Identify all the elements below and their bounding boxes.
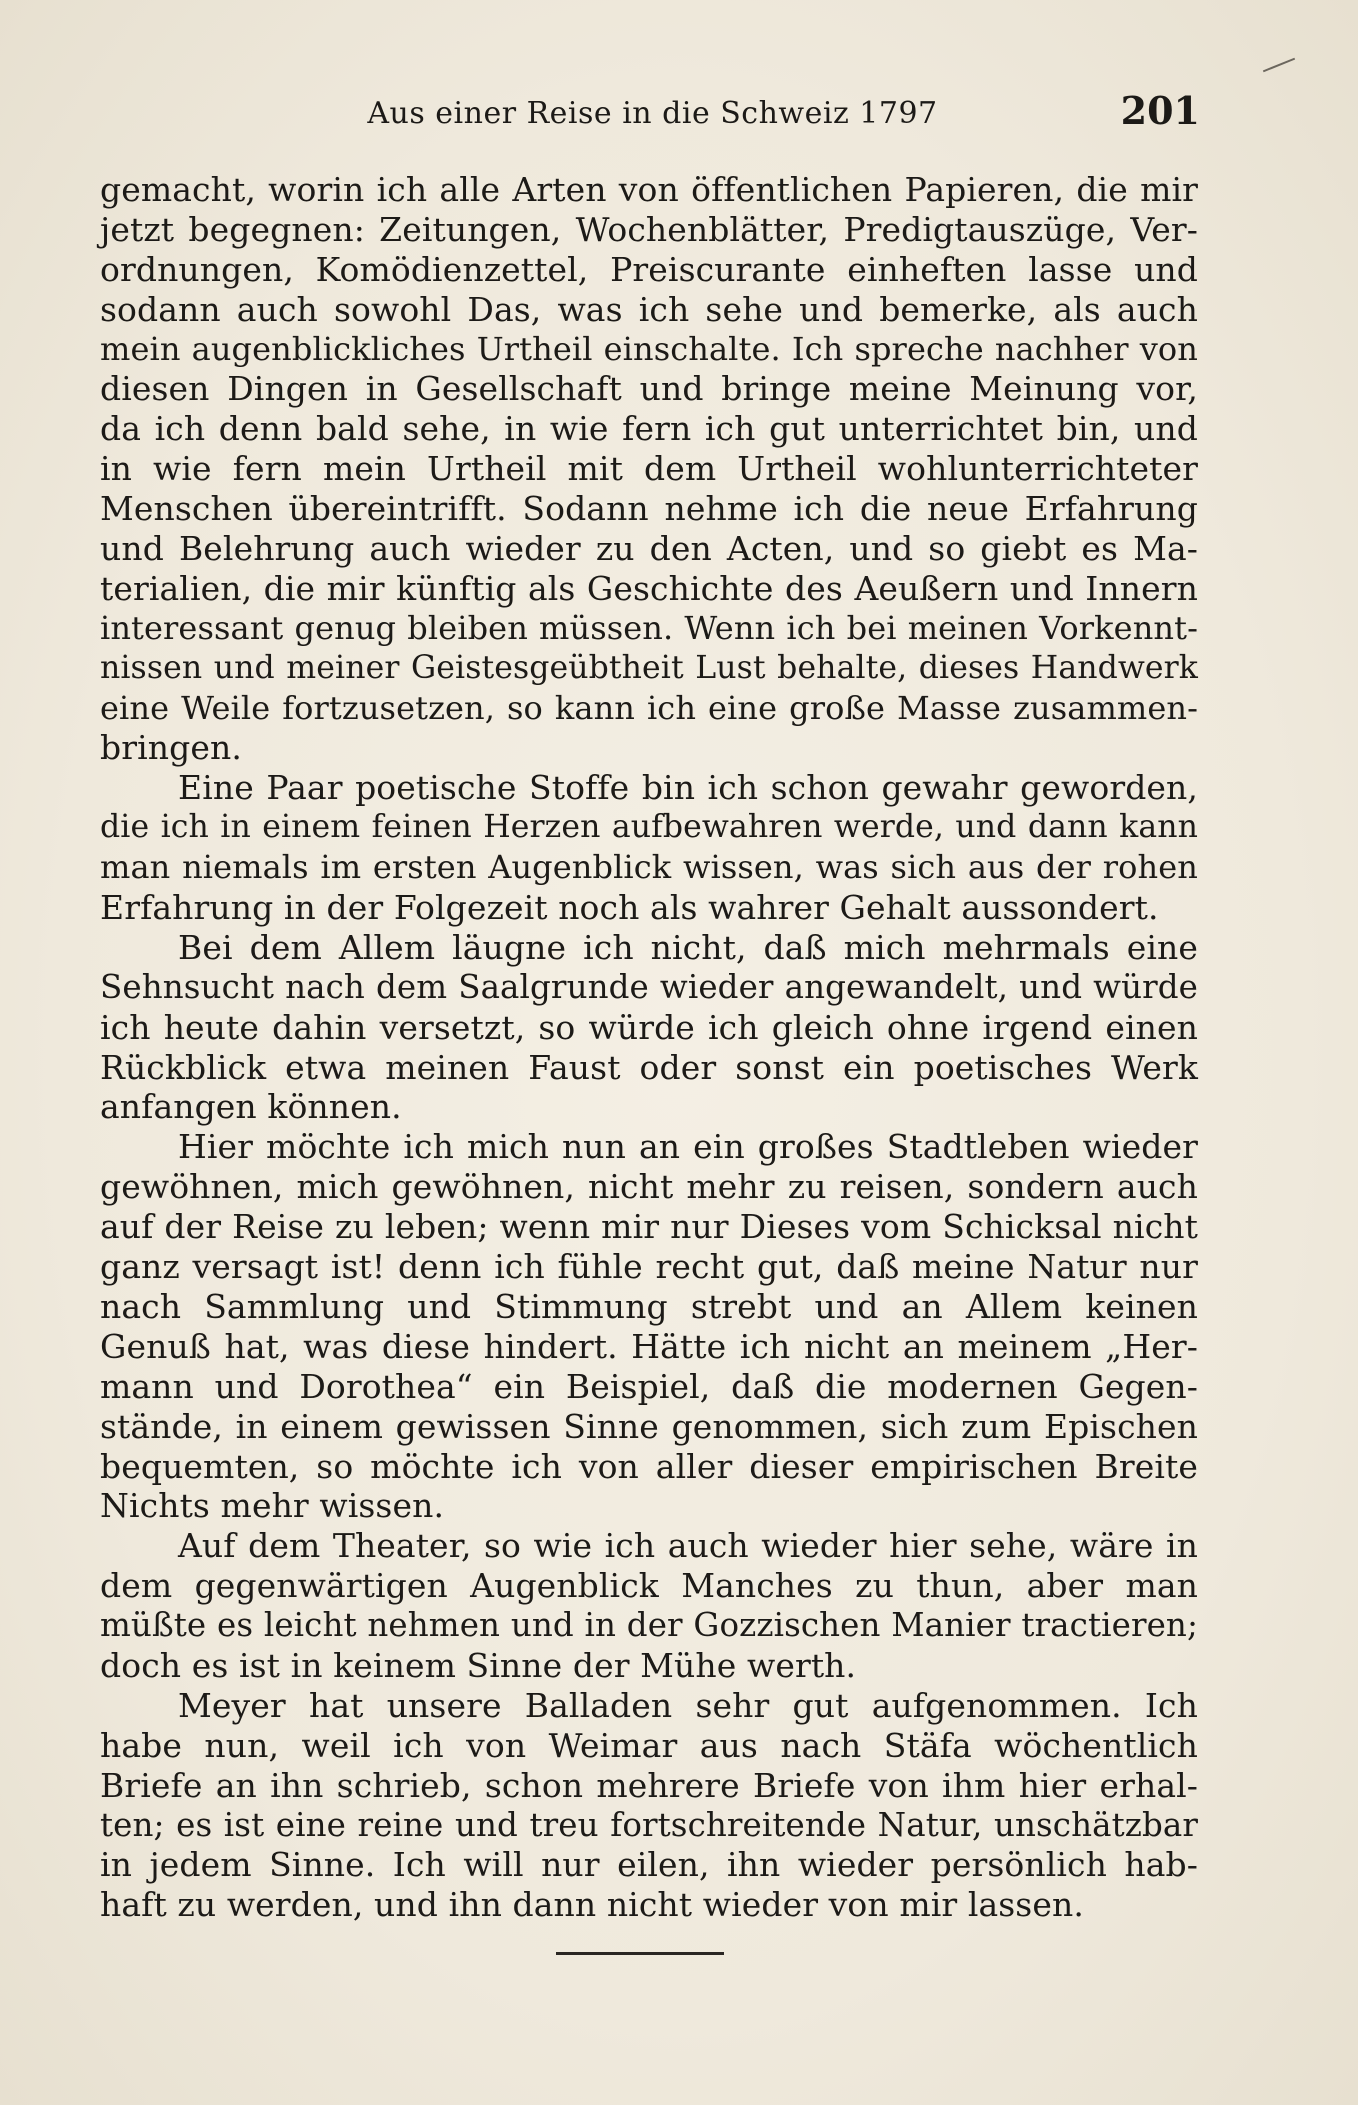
corner-pencil-mark (1263, 58, 1295, 73)
text-line: auf der Reise zu leben; wenn mir nur Dieses vom Schicksal nicht (100, 1207, 1198, 1247)
text-line: mein augenblickliches Urtheil einschalte. Ich spreche nachher von (100, 329, 1198, 368)
text-line: ich heute dahin versetzt, so würde ich gleich ohne irgend einen (100, 1007, 1198, 1047)
text-line: eine Weile fortzusetzen, so kann ich eine große Masse zusammen- (100, 688, 1198, 727)
page-header (105, 88, 1200, 138)
text-line: dem gegenwärtigen Augenblick Manches zu thun, aber man (100, 1566, 1198, 1606)
text-line: jetzt begegnen: Zeitungen, Wochenblätter, Predigtauszüge, Ver- (100, 209, 1198, 249)
text-line: anfangen können. (100, 1087, 402, 1127)
text-line: Nichts mehr wissen. (100, 1486, 445, 1526)
text-line: bringen. (100, 728, 242, 768)
text-line: nissen und meiner Geistesgeübtheit Lust behalte, dieses Handwerk (100, 649, 1198, 686)
text-line: Eine Paar poetische Stoffe bin ich schon gewahr geworden, (178, 768, 1198, 808)
text-line: Rückblick etwa meinen Faust oder sonst ein poetisches Werk (100, 1047, 1198, 1087)
text-line: Briefe an ihn schrieb, schon mehrere Briefe von ihm hier erhal- (100, 1765, 1198, 1805)
body-text (100, 170, 1198, 1925)
text-line: stände, in einem gewissen Sinne genommen, sich zum Epischen (100, 1406, 1198, 1446)
text-line: ten; es ist eine reine und treu fortschreitende Natur, unschätzbar (100, 1805, 1198, 1844)
text-line: mann und Dorothea“ ein Beispiel, daß die modernen Gegen- (100, 1366, 1198, 1406)
text-line: haft zu werden, und ihn dann nicht wieder von mir lassen. (100, 1885, 1084, 1925)
text-line: in jedem Sinne. Ich will nur eilen, ihn wieder persönlich hab- (100, 1845, 1198, 1885)
text-line: müßte es leicht nehmen und in der Gozzischen Manier tractieren; (100, 1606, 1198, 1645)
text-line: sodann auch sowohl Das, was ich sehe und bemerke, als auch (100, 289, 1198, 329)
text-line: Hier möchte ich mich nun an ein großes Stadtleben wieder (178, 1127, 1198, 1167)
text-line: in wie fern mein Urtheil mit dem Urtheil wohlunterrichteter (100, 449, 1198, 489)
text-line: interessant genug bleiben müssen. Wenn ich bei meinen Vorkennt- (100, 608, 1198, 647)
text-line: ganz versagt ist! denn ich fühle recht gut, daß meine Natur nur (100, 1247, 1198, 1287)
text-line: Menschen übereintrifft. Sodann nehme ich die neue Erfahrung (100, 489, 1198, 529)
text-line: man niemals im ersten Augenblick wissen, was sich aus der rohen (100, 848, 1198, 887)
text-line: habe nun, weil ich von Weimar aus nach Stäfa wöchentlich (100, 1725, 1198, 1765)
text-line: da ich denn bald sehe, in wie fern ich gut unterrichtet bin, und (100, 409, 1198, 449)
text-line: Auf dem Theater, so wie ich auch wieder hier sehe, wäre in (178, 1526, 1198, 1566)
text-line: nach Sammlung und Stimmung strebt und an Allem keinen (100, 1286, 1198, 1326)
text-line: diesen Dingen in Gesellschaft und bringe meine Meinung vor, (100, 369, 1198, 409)
text-line: Bei dem Allem läugne ich nicht, daß mich mehrmals eine (178, 927, 1198, 967)
text-line: Genuß hat, was diese hindert. Hätte ich nicht an meinem „Her- (100, 1326, 1198, 1366)
page-number: 201 (1120, 88, 1200, 133)
text-line: terialien, die mir künftig als Geschichte des Aeußern und Innern (100, 568, 1198, 608)
text-line: Erfahrung in der Folgezeit noch als wahrer Gehalt aussondert. (100, 888, 1159, 928)
text-line: bequemten, so möchte ich von aller dieser empirischen Breite (100, 1446, 1198, 1486)
text-line: und Belehrung auch wieder zu den Acten, und so giebt es Ma- (100, 529, 1198, 569)
text-line: die ich in einem feinen Herzen aufbewahren werde, und dann kann (100, 809, 1198, 846)
text-line: Meyer hat unsere Balladen sehr gut aufgenommen. Ich (178, 1685, 1198, 1725)
text-line: Sehnsucht nach dem Saalgrunde wieder angewandelt, und würde (100, 967, 1198, 1006)
running-title: Aus einer Reise in die Schweiz 1797 (367, 96, 938, 131)
text-line: gemacht, worin ich alle Arten von öffentlichen Papieren, die mir (100, 170, 1198, 209)
text-line: ordnungen, Komödienzettel, Preiscurante einheften lasse und (100, 249, 1198, 289)
text-line: gewöhnen, mich gewöhnen, nicht mehr zu reisen, sondern auch (100, 1167, 1198, 1207)
section-end-rule (556, 1952, 724, 1955)
text-line: doch es ist in keinem Sinne der Mühe werth. (100, 1645, 857, 1685)
